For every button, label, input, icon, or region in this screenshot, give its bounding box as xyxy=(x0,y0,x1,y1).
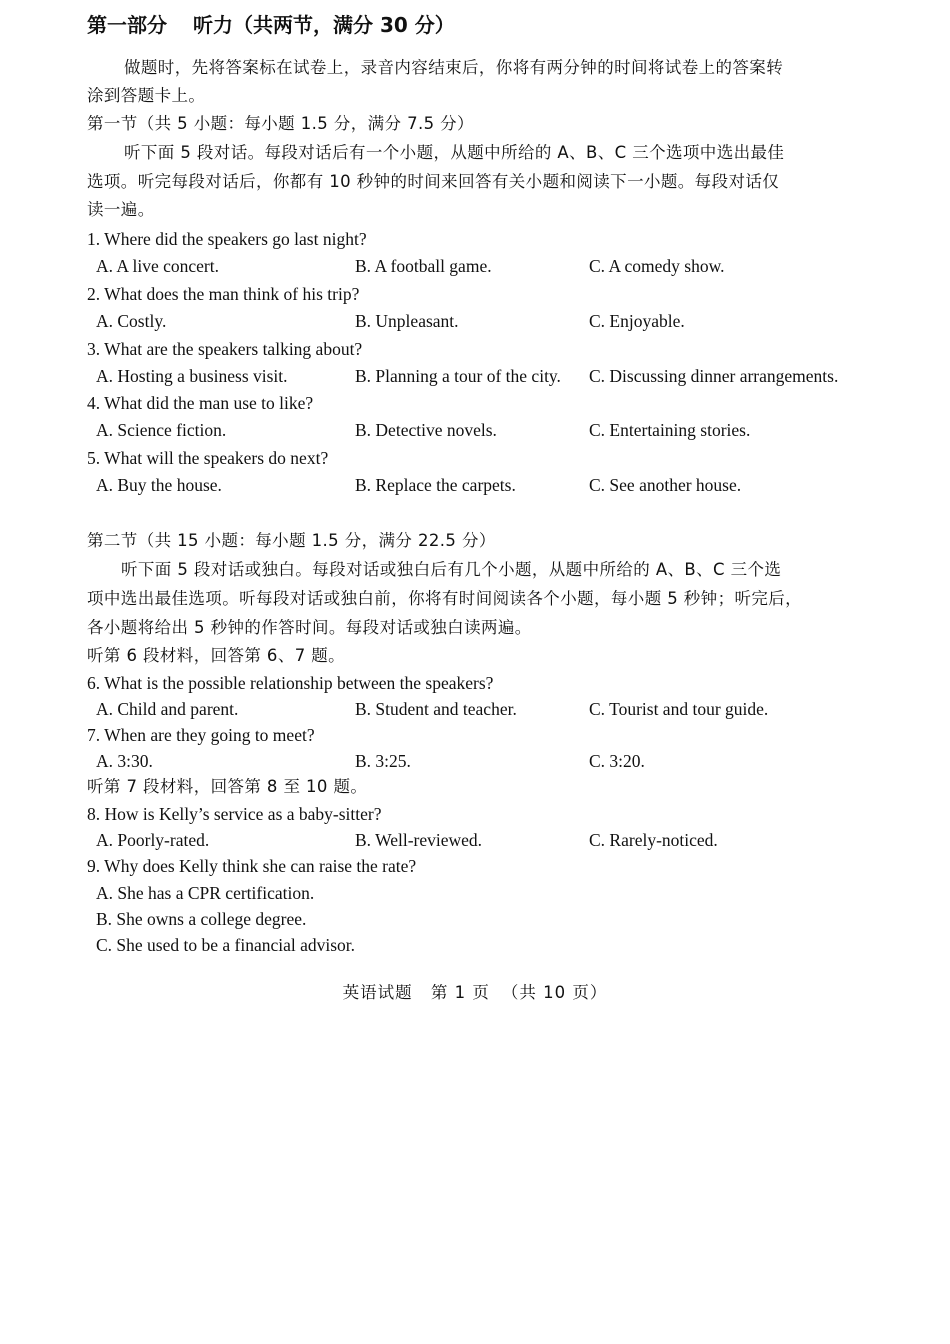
section1-instr-1: 听下面 5 段对话。每段对话后有一个小题，从题中所给的 A、B、C 三个选项中选出最佳 xyxy=(124,143,785,162)
section1-heading: 第一节（共 5 小题：每小题 1.5 分，满分 7.5 分） xyxy=(87,114,474,133)
q1-option-b: B. A football game. xyxy=(355,256,492,276)
question-6: 6. What is the possible relationship between the speakers? xyxy=(87,673,494,693)
section1-instr-2: 选项。听完每段对话后，你都有 10 秒钟的时间来回答有关小题和阅读下一小题。每段对话仅 xyxy=(87,172,780,191)
q4-option-c: C. Entertaining stories. xyxy=(589,420,751,440)
q2-option-a: A. Costly. xyxy=(96,311,167,331)
section2-heading: 第二节（共 15 小题：每小题 1.5 分，满分 22.5 分） xyxy=(87,531,496,550)
q8-option-a: A. Poorly-rated. xyxy=(96,830,210,850)
q6-option-c: C. Tourist and tour guide. xyxy=(589,699,769,719)
question-7: 7. When are they going to meet? xyxy=(87,725,315,745)
q1-option-c: C. A comedy show. xyxy=(589,256,725,276)
question-3: 3. What are the speakers talking about? xyxy=(87,339,363,359)
q5-option-a: A. Buy the house. xyxy=(96,475,222,495)
section1-instr-3: 读一遍。 xyxy=(87,200,155,219)
material-6-note: 听第 6 段材料，回答第 6、7 题。 xyxy=(87,646,346,665)
q3-option-a: A. Hosting a business visit. xyxy=(96,366,288,386)
q9-option-a: A. She has a CPR certification. xyxy=(96,883,315,903)
q5-option-c: C. See another house. xyxy=(589,475,742,495)
footer-total-pages: （共 10 页） xyxy=(501,983,608,1002)
q5-option-b: B. Replace the carpets. xyxy=(355,475,516,495)
q6-option-a: A. Child and parent. xyxy=(96,699,239,719)
intro-line-1: 做题时，先将答案标在试卷上，录音内容结束后，你将有两分钟的时间将试卷上的答案转 xyxy=(124,58,784,77)
q8-option-b: B. Well-reviewed. xyxy=(355,830,483,850)
section2-instr-3: 各小题将给出 5 秒钟的作答时间。每段对话或独白读两遍。 xyxy=(87,618,532,637)
question-9: 9. Why does Kelly think she can raise the rate? xyxy=(87,856,417,876)
q7-option-a: A. 3:30. xyxy=(96,751,153,771)
intro-line-2: 涂到答题卡上。 xyxy=(87,86,206,105)
question-8: 8. How is Kelly’s service as a baby-sitter? xyxy=(87,804,382,824)
q4-option-b: B. Detective novels. xyxy=(355,420,497,440)
q7-option-c: C. 3:20. xyxy=(589,751,645,771)
section2-instr-1: 听下面 5 段对话或独白。每段对话或独白后有几个小题，从题中所给的 A、B、C 三个选 xyxy=(121,560,782,579)
material-7-note: 听第 7 段材料，回答第 8 至 10 题。 xyxy=(87,777,368,796)
q9-option-c: C. She used to be a financial advisor. xyxy=(96,935,356,955)
page-footer xyxy=(0,979,950,1003)
part-title xyxy=(87,13,455,37)
part-title-sub: 听力（共两节，满分 30 分） xyxy=(193,13,455,37)
q8-option-c: C. Rarely-noticed. xyxy=(589,830,718,850)
section2-instr-2: 项中选出最佳选项。听每段对话或独白前，你将有时间阅读各个小题，每小题 5 秒钟；听完后， xyxy=(87,589,803,608)
q1-option-a: A. A live concert. xyxy=(96,256,219,276)
footer-page-number: 第 1 页 xyxy=(430,983,490,1002)
q4-option-a: A. Science fiction. xyxy=(96,420,227,440)
q6-option-b: B. Student and teacher. xyxy=(355,699,517,719)
q2-option-b: B. Unpleasant. xyxy=(355,311,459,331)
q3-option-b: B. Planning a tour of the city. xyxy=(355,366,561,386)
question-2: 2. What does the man think of his trip? xyxy=(87,284,360,304)
part-title-main: 第一部分 xyxy=(87,13,167,37)
q9-option-b: B. She owns a college degree. xyxy=(96,909,307,929)
q3-option-c: C. Discussing dinner arrangements. xyxy=(589,366,839,386)
question-4: 4. What did the man use to like? xyxy=(87,393,314,413)
question-5: 5. What will the speakers do next? xyxy=(87,448,329,468)
footer-subject: 英语试题 xyxy=(342,983,413,1002)
question-1: 1. Where did the speakers go last night? xyxy=(87,229,367,249)
q7-option-b: B. 3:25. xyxy=(355,751,411,771)
q2-option-c: C. Enjoyable. xyxy=(589,311,685,331)
